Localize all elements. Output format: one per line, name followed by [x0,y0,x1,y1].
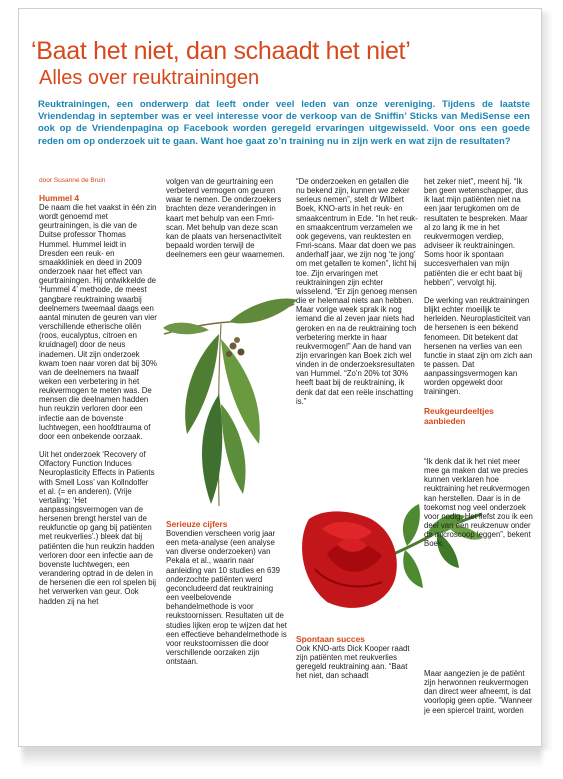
heading-spontaan-succes: Spontaan succes [296,634,365,644]
paragraph: “De onderzoeken en getallen die nu bekend zijn, kunnen we zeker serieus nemen”, stelt dr Wilbert Boek, KNO-arts in het reuk- en smaakcentrum in Ede. “In het reuk- en smaakcentrum verzamelen we ook gegevens, van reuktesten en Fmri-scans. Maar dat doen we pas anderhalf jaar, we zijn nog ‘te jong’ om met getallen te komen”, licht hij toe. Zijn ervaringen met reuktrainingen zijn echter wisselend. “Er zijn genoeg mensen die er helemaal niets aan hebben. Maar vorige week sprak ik nog iemand die al zeven jaar niets had geroken en na de reuktraining toch verbetering merkte in haar reukvermogen!” Aan de hand van zijn ervaringen kan Boek zich wel vinden in de onderzoeksresultaten van Hummel. “Zo’n 20% tot 30% heeft baat bij de reuktraining, ik denk dat dat een reële inschatting is.” [296,177,418,406]
paragraph: het zeker niet”, meent hij. “Ik ben geen wetenschapper, dus ik laat mijn patiënten niet na een jaar terugkomen om de resultaten te bespreken. Maar al zo lang ik me in het reukvermogen verdiep, adviseer ik reuktrainingen. Soms hoor ik spontaan succesverhalen van mijn patiënten die er echt baat bij hebben”, vervolgt hij. [424,177,529,287]
paragraph: De naam die het vaakst in één zin wordt genoemd met geurtrainingen, is die van de Duitse professor Thomas Hummel. Hummel leidt in Dresden een reuk- en smaakkliniek en deed in 2009 onderzoek naar het effect van geurtrainingen. Hij ontwikkelde de ‘Hummel 4’ methode, de meest gangbare reuktraining waarbij deelnemers tweemaal daags een aantal minuten de geuren van vier verschillende etherische oliën (roos, eucalyptus, citroen en kruidnagel) door de neus inademen. Uit zijn onderzoek kwam toen naar voren dat bij 30% van de deelnemers na twaalf weken een verbetering in het reukvermogen te meten was. De mensen die deelnamen hadden hun reukzin verloren door een infectie aan de bovenste luchtwegen, een hoofdtrauma of door een onbekende oorzaak. [39,203,157,441]
column-4-lower-a [424,457,534,549]
column-2-lower [166,519,288,666]
heading-aanbieden: aanbieden [424,415,466,426]
article-intro: Reuktrainingen, een onderwerp dat leeft onder veel leden van onze vereniging. Tijdens de laatste Vriendendag in september was er veel interesse voor de verkoop van de Sniffin’ Sticks van MediSense een ook op de Vriendenpagina op Facebook worden geregeld ervaringen uitgewisseld. Voor ons een goede reden om op onderzoek uit te gaan. Want hoe gaat zo’n training nu in zijn werk en wat zijn de resultaten? [38,99,530,147]
eucalyptus-branch-image [159,294,299,516]
article-subtitle: Alles over reuktrainingen [39,67,260,89]
paragraph: Maar aangezien je de patiënt zijn herwonnen reukvermogen dan direct weer afneemt, is dat voorlopig geen optie. “Wanneer je een spiercel traint, worden [424,669,533,715]
heading-serieuze-cijfers: Serieuze cijfers [166,519,228,529]
byline: door Susanne de Bruin [39,177,106,184]
column-3 [296,177,418,406]
column-1 [39,193,157,606]
paragraph: volgen van de geurtraining een verbeterd vermogen om geuren waar te nemen. De onderzoekers brachten deze veranderingen in kaart met behulp van een Fmri-scan. Met behulp van deze scan kan de plaats van hersenactiviteit bepaald worden terwijl de deelnemers een geur waarnemen. [166,177,285,260]
column-4 [424,177,534,426]
paragraph: Uit het onderzoek ‘Recovery of Olfactory Function Induces Neuroplasticity Effects in Patients with Smell Loss’ van Kollndolfer et al. (= en anderen). (Vrije vertaling: ‘Het aanpassingsvermogen van de hersenen brengt herstel van de reukfunctie op gang bij patiënten met reukverlies’.) bleek dat bij patiënten die hun reukzin hadden verloren door een infectie aan de bovenste luchtwegen, een verandering optrad in de delen in de hersenen die een rol spelen bij het verwerken van geur. Ook hadden zij na het [39,450,157,606]
column-2 [166,177,288,259]
paragraph: Bovendien verscheen vorig jaar een meta-analyse (een analyse van diverse onderzoeken) van Pekala et al., waarin naar aanleiding van 10 studies en 639 onderzochte patiënten werd geconcludeerd dat reuktraining een veelbelovende behandelmethode is voor reukstoornissen. Resultaten uit de studies lijken erop te wijzen dat het een effectieve behandelmethode is voor reukstoornissen die door verschillende oorzaken zijn ontstaan. [166,529,287,667]
heading-reukgeurdeeltjes: Reukgeurdeeltjes [424,405,494,416]
page-shadow-bottom [22,745,542,767]
column-4-lower-b [424,669,534,715]
heading-hummel-4: Hummel 4 [39,193,80,203]
paragraph: “Ik denk dat ik het niet meer mee ga maken dat we precies kunnen verklaren hoe reuktraining het reukvermogen kan herstellen. Daar is in de toekomst nog veel onderzoek voor nodig. Het liefst zou ik een deel van een reukzenuw onder de microscoop leggen”, bekent Boek. [424,457,533,549]
article-title: ‘Baat het niet, dan schaadt het niet’ [31,37,411,65]
paragraph: De werking van reuktrainingen blijkt echter moeilijk te herleiden. Neuroplasticiteit van de hersenen is een bekend fenomeen. Dit betekent dat hersenen na verlies van een functie in staat zijn om zich aan te passen. Dat aanpassingsvermogen kan worden opgewekt door trainingen. [424,295,533,397]
paragraph: Ook KNO-arts Dick Kooper raadt zijn patiënten met reukverlies geregeld reuktraining aan. “Baat het niet, dan schaadt [296,644,410,681]
column-3-lower [296,634,418,681]
magazine-page [18,8,542,747]
